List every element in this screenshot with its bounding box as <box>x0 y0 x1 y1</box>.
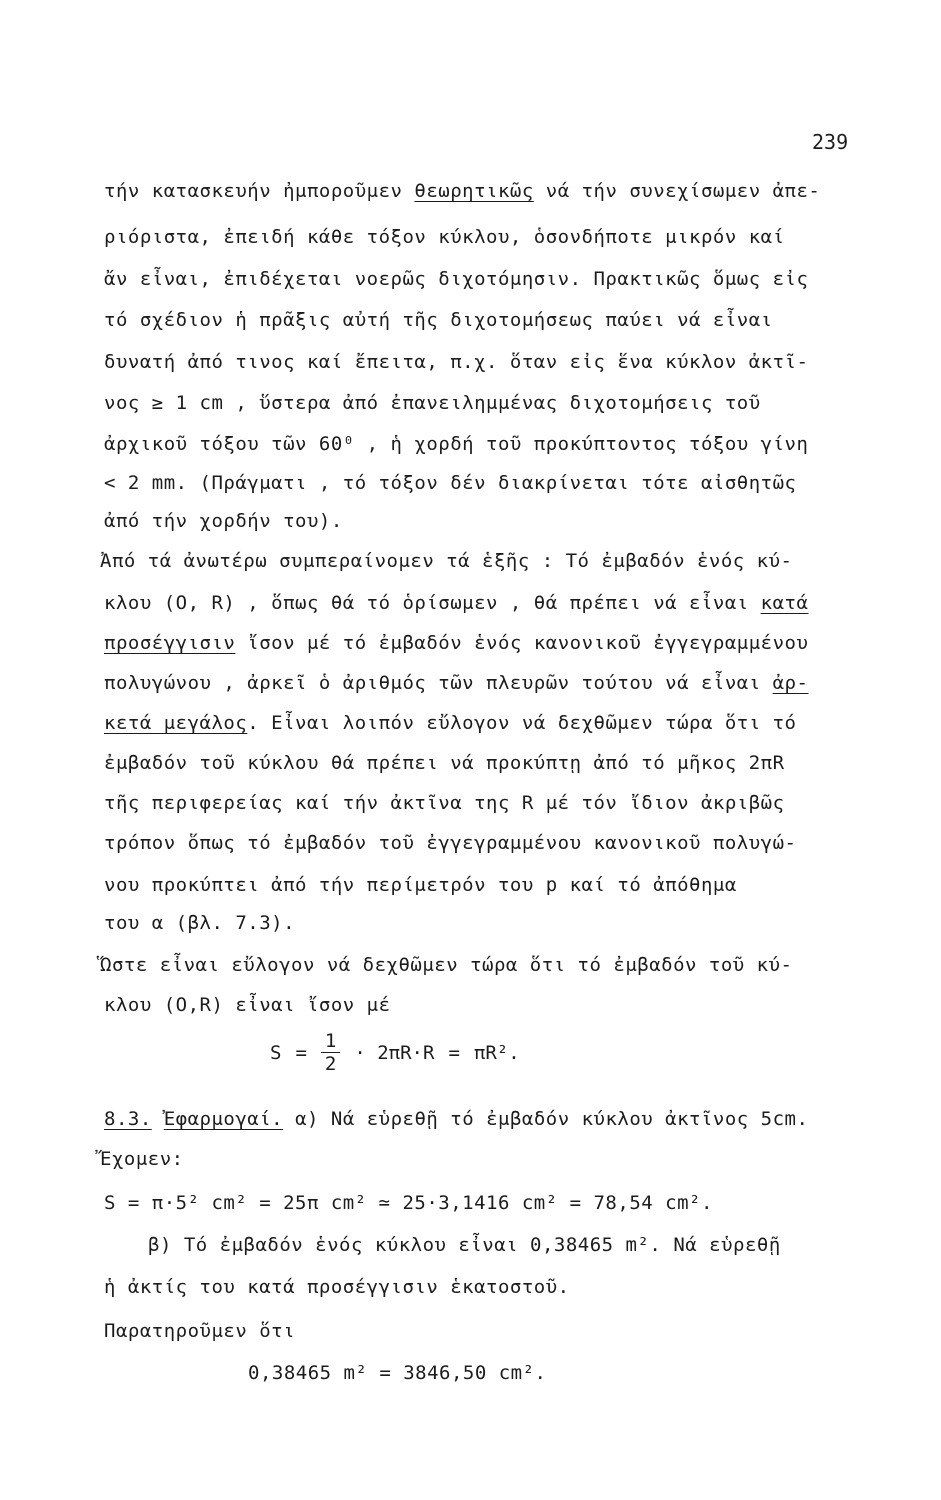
underlined-word: κετά μεγάλος <box>104 712 248 734</box>
text-segment: τήν κατασκευήν ἠμποροῦμεν <box>104 180 415 202</box>
text-line <box>104 670 864 696</box>
text-segment: νά τήν συνεχίσωμεν ἀπε- <box>533 180 821 202</box>
text-line: νου προκύπτει ἀπό τήν περίμετρόν του p καί τό ἀπόθημα <box>104 874 737 896</box>
text-line <box>104 630 864 656</box>
text-segment: . Εἶναι λοιπόν εὔλογον νά δεχθῶμεν τώρα ὅτι τό <box>247 712 797 734</box>
section-heading-line <box>104 1106 864 1132</box>
underlined-word: ἀρ- <box>772 672 809 694</box>
text-line: Ἀπό τά ἀνωτέρω συμπεραίνομεν τά ἑξῆς : Τό ἐμβαδόν ἑνός κύ- <box>100 550 793 572</box>
page-number: 239 <box>812 130 849 154</box>
text-segment: κλου (O, R) , ὅπως θά τό ὁρίσωμεν , θά πρέπει νά εἶναι <box>104 592 761 614</box>
text-line: Ὥστε εἶναι εὔλογον νά δεχθῶμεν τώρα ὅτι τό ἐμβαδόν τοῦ κύ- <box>100 954 793 976</box>
text-line: < 2 mm. (Πράγματι , τό τόξον δέν διακρίνεται τότε αἰσθητῶς <box>104 472 797 494</box>
text-segment: πολυγώνου , ἀρκεῖ ὁ ἀριθμός τῶν πλευρῶν τούτου νά εἶναι <box>104 672 773 694</box>
fraction-denominator: 2 <box>324 1053 337 1075</box>
text-segment: α) Νά εὑρεθῇ τό ἐμβαδόν κύκλου ἀκτῖνος 5cm. <box>295 1108 809 1130</box>
text-line: δυνατή ἀπό τινος καί ἔπειτα, π.χ. ὅταν εἰς ἕνα κύκλον ἀκτῖ- <box>104 351 809 373</box>
formula-equals-2: = <box>448 1041 460 1064</box>
text-segment: ἴσον μέ τό ἐμβαδόν ἑνός κανονικοῦ ἐγγεγραμμένου <box>235 632 809 654</box>
area-formula <box>270 1030 520 1075</box>
text-line: ἡ ἀκτίς του κατά προσέγγισιν ἑκατοστοῦ. <box>104 1276 570 1298</box>
text-line: κλου (O,R) εἶναι ἴσον μέ <box>104 994 391 1016</box>
text-line <box>104 590 864 616</box>
underlined-word: προσέγγισιν <box>104 632 236 654</box>
text-line: του α (βλ. 7.3). <box>104 912 296 934</box>
section-title: Ἐφαρμογαί. <box>163 1108 284 1130</box>
fraction-one-half <box>321 1030 340 1075</box>
text-line: 0,38465 m² = 3846,50 cm². <box>248 1362 547 1384</box>
text-line: τό σχέδιον ἡ πρᾶξις αὐτή τῆς διχοτομήσεως παύει νά εἶναι <box>104 309 773 331</box>
text-line: β) Τό ἐμβαδόν ἑνός κύκλου εἶναι 0,38465 m². Νά εὑρεθῇ <box>148 1234 781 1256</box>
text-line: Παρατηροῦμεν ὅτι <box>104 1320 296 1342</box>
text-line <box>104 178 864 204</box>
text-line: ριόριστα, ἐπειδή κάθε τόξον κύκλου, ὁσονδήποτε μικρόν καί <box>104 226 785 248</box>
formula-product: · 2πR·R <box>354 1041 435 1064</box>
formula-rhs: πR². <box>473 1041 520 1064</box>
text-line: ἄν εἶναι, ἐπιδέχεται νοερῶς διχοτόμησιν. Πρακτικῶς ὅμως εἰς <box>104 268 809 290</box>
text-line: S = π·5² cm² = 25π cm² ≃ 25·3,1416 cm² = 78,54 cm². <box>104 1192 713 1214</box>
underlined-word: κατά <box>760 592 809 614</box>
text-line: τρόπον ὅπως τό ἐμβαδόν τοῦ ἐγγεγραμμένου κανονικοῦ πολυγώ- <box>104 832 797 854</box>
text-line: ἐμβαδόν τοῦ κύκλου θά πρέπει νά προκύπτῃ ἀπό τό μῆκος 2πR <box>104 752 785 774</box>
underlined-word: θεωρητικῶς <box>414 180 534 202</box>
text-line <box>104 710 864 736</box>
section-number: 8.3. <box>104 1108 152 1130</box>
formula-lhs: S <box>270 1041 282 1064</box>
text-line: Ἔχομεν: <box>100 1148 184 1170</box>
text-line: ἀπό τήν χορδήν του). <box>104 510 343 532</box>
text-line: νος ≥ 1 cm , ὕστερα ἀπό ἐπανειλημμένας διχοτομήσεις τοῦ <box>104 392 761 414</box>
formula-equals: = <box>295 1041 307 1064</box>
text-line: ἀρχικοῦ τόξου τῶν 60⁰ , ἡ χορδή τοῦ προκύπτοντος τόξου γίνη <box>104 433 809 455</box>
fraction-numerator: 1 <box>321 1030 340 1053</box>
text-line: τῆς περιφερείας καί τήν ἀκτῖνα της R μέ τόν ἴδιον ἀκριβῶς <box>104 792 785 814</box>
